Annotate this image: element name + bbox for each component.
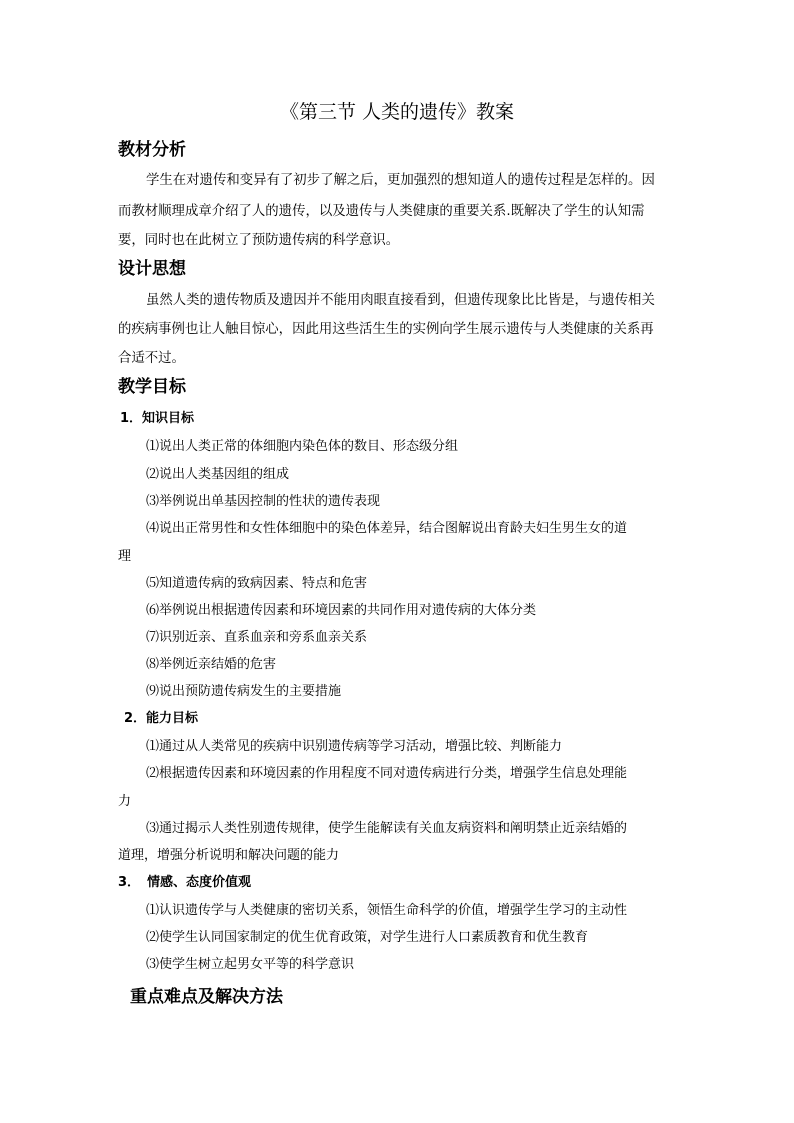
knowledge-item-5: ⑸知道遗传病的致病因素、特点和危害 bbox=[146, 576, 368, 591]
knowledge-item-2: ⑵说出人类基因组的组成 bbox=[146, 467, 290, 482]
section-heading-goals: 教学目标 bbox=[118, 377, 186, 397]
ability-item-2-cont: 力 bbox=[118, 794, 132, 809]
emotion-item-1: ⑴认识遗传学与人类健康的密切关系，领悟生命科学的价值，增强学生学习的主动性 bbox=[146, 903, 628, 918]
design-line-2: 的疾病事例也让人触目惊心，因此用这些活生生的实例向学生展示遗传与人类健康的关系再 bbox=[118, 322, 654, 337]
page-title: 《第三节 人类的遗传》教案 bbox=[279, 101, 515, 123]
ability-goals-label: 2．能力目标 bbox=[124, 711, 199, 726]
ability-item-2: ⑵根据遗传因素和环境因素的作用程度不同对遗传病进行分类，增强学生信息处理能 bbox=[146, 766, 628, 781]
knowledge-item-7: ⑺识别近亲、直系血亲和旁系血亲关系 bbox=[146, 630, 368, 645]
section-heading-keypoints: 重点难点及解决方法 bbox=[130, 987, 283, 1007]
section-heading-design: 设计思想 bbox=[118, 259, 186, 279]
knowledge-item-1: ⑴说出人类正常的体细胞内染色体的数目、形态级分组 bbox=[146, 439, 459, 454]
section-heading-analysis: 教材分析 bbox=[118, 140, 186, 160]
ability-item-3-cont: 道理，增强分析说明和解决问题的能力 bbox=[118, 848, 340, 863]
emotion-item-2: ⑵使学生认同国家制定的优生优育政策，对学生进行人口素质教育和优生教育 bbox=[146, 930, 589, 945]
design-line-3: 合适不过。 bbox=[118, 351, 185, 366]
knowledge-item-4-cont: 理 bbox=[118, 549, 132, 564]
knowledge-item-9: ⑼说出预防遗传病发生的主要措施 bbox=[146, 684, 342, 699]
analysis-line-2: 而教材顺理成章介绍了人的遗传，以及遗传与人类健康的重要关系.既解决了学生的认知需 bbox=[118, 204, 645, 219]
emotion-goals-label-number: 3． bbox=[118, 875, 141, 890]
knowledge-item-8: ⑻举例近亲结婚的危害 bbox=[146, 657, 277, 672]
analysis-line-1: 学生在对遗传和变异有了初步了解之后，更加强烈的想知道人的遗传过程是怎样的。因 bbox=[146, 173, 655, 188]
analysis-line-3: 要，同时也在此树立了预防遗传病的科学意识。 bbox=[118, 233, 400, 248]
knowledge-item-6: ⑹举例说出根据遗传因素和环境因素的共同作用对遗传病的大体分类 bbox=[146, 603, 537, 618]
ability-item-3: ⑶通过揭示人类性别遗传规律，使学生能解读有关血友病资料和阐明禁止近亲结婚的 bbox=[146, 821, 628, 836]
design-line-1: 虽然人类的遗传物质及遗因并不能用肉眼直接看到，但遗传现象比比皆是，与遗传相关 bbox=[146, 293, 655, 308]
ability-item-1: ⑴通过从人类常见的疾病中识别遗传病等学习活动，增强比较、判断能力 bbox=[146, 739, 563, 754]
emotion-item-3: ⑶使学生树立起男女平等的科学意识 bbox=[146, 957, 355, 972]
emotion-goals-label: 情感、态度价值观 bbox=[147, 875, 252, 890]
knowledge-goals-label: 1．知识目标 bbox=[120, 411, 195, 426]
knowledge-item-3: ⑶举例说出单基因控制的性状的遗传表现 bbox=[146, 494, 381, 509]
knowledge-item-4: ⑷说出正常男性和女性体细胞中的染色体差异，结合图解说出育龄夫妇生男生女的道 bbox=[146, 521, 628, 536]
